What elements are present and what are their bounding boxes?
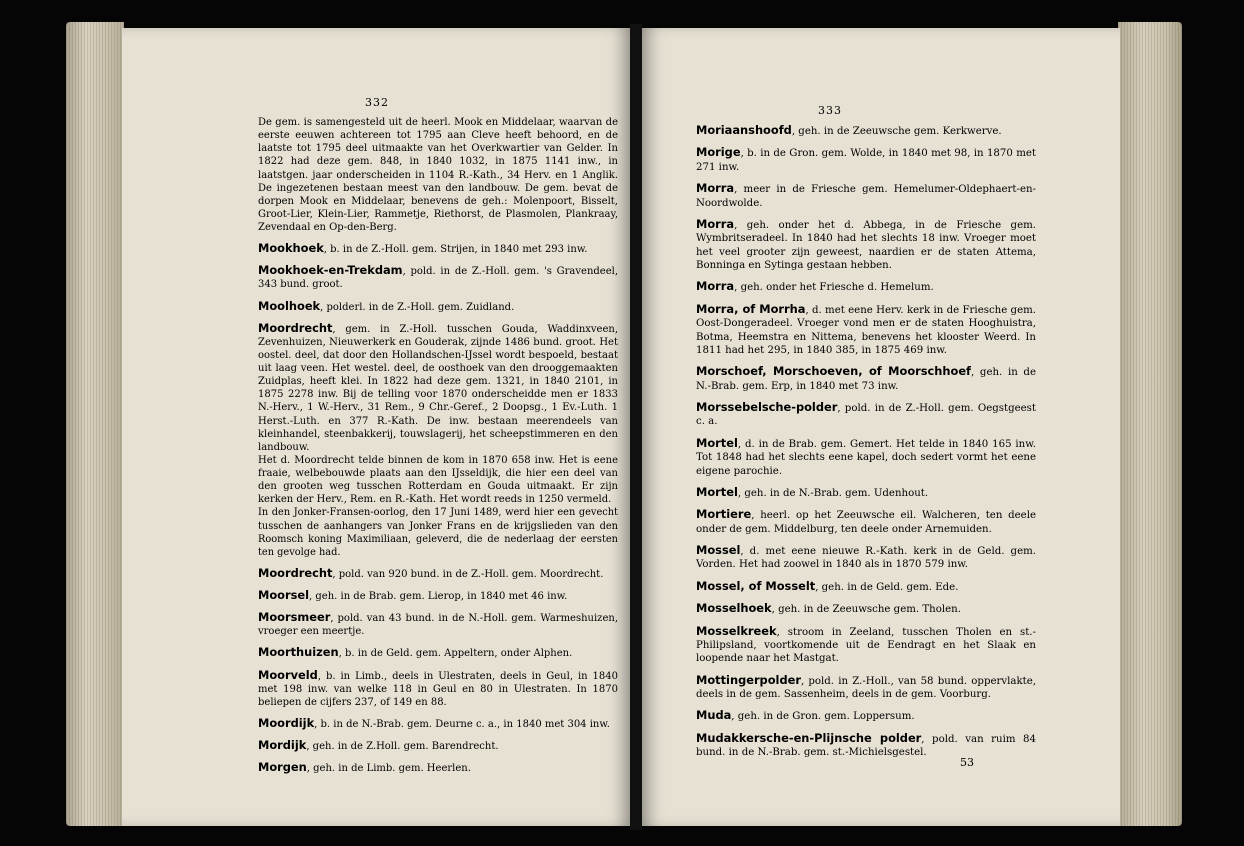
headword: Muda: [696, 708, 732, 723]
entry: [696, 182, 1036, 210]
entry-text: , geh. in de Limb. gem. Heerlen.: [306, 763, 471, 775]
headword: Moordijk: [258, 715, 315, 730]
headword: Mosselkreek: [696, 623, 777, 638]
headword: Morra: [696, 279, 735, 294]
entry: [258, 567, 618, 581]
entry-text: , geh. in de N.-Brab. gem. Udenhout.: [737, 487, 929, 499]
entry: [696, 365, 1036, 393]
entry: [258, 264, 618, 291]
left-page-number: 332: [365, 96, 389, 109]
headword: Mookhoek-en-Trekdam: [258, 263, 403, 278]
entry: [696, 146, 1036, 174]
entry-text: , b. in de N.-Brab. gem. Deurne c. a., in 1840 met 304 inw.: [314, 718, 610, 730]
headword: Mookhoek: [258, 241, 324, 256]
entry-text: , b. in de Z.-Holl. gem. Strijen, in 1840 met 293 inw.: [323, 244, 588, 256]
headword: Moorsel: [258, 588, 310, 602]
entry-text: , geh. onder het d. Abbega, in de Friesche gem. Wymbritseradeel. In 1840 had het slechts 18 inw. Vroeger moet het veel grooter zijn geweest, naardien er de staten Attema, Bonninga en Sytinga gestaan hebben.: [696, 219, 1036, 271]
headword: Mosselhoek: [696, 601, 772, 616]
entry-text: , d. met eene nieuwe R.-Kath. kerk in de Geld. gem. Vorden. Het had zoowel in 1840 als in 1870 579 inw.: [696, 546, 1036, 571]
entry: [258, 717, 618, 731]
entry-text: , geh. in de Zeeuwsche gem. Tholen.: [771, 604, 961, 616]
entry: [258, 739, 618, 753]
entry: [696, 544, 1036, 572]
entry-text: , b. in de Gron. gem. Wolde, in 1840 met 98, in 1870 met 271 inw.: [696, 148, 1036, 173]
entry: [258, 646, 618, 660]
headword: Morra: [696, 216, 735, 231]
headword: Mottingerpolder: [696, 672, 801, 687]
entry: [696, 625, 1036, 666]
entry: [696, 280, 1036, 294]
entry-text: De gem. is samengesteld uit de heerl. Mook en Middelaar, waarvan de eerste eeuwen achtereen tot 1795 aan Cleve heeft behoord, en de laatste tot 1795 deel uitmaakte van het Overkwartier van Gelder. In 1822 had deze gem. 848, in 1840 1032, in 1875 1141 inw., in laatstgen. jaar onderscheiden in 1104 R.-Kath., 34 Herv. en 1 Anglik. De ingezetenen bestaan meest van den landbouw. De gem. bevat de dorpen Mook en Middelaar, benevens de geh.: Molenpoort, Bisselt, Groot-Lier, Klein-Lier, Rammetje, Riethorst, de Plasmolen, Plankraay, Zevendaal en Op-den-Berg.: [258, 117, 618, 233]
headword: Mossel, of Mosselt: [696, 578, 816, 593]
entry-text: , stroom in Zeeland, tusschen Tholen en st.-Philipsland, voortkomende uit de Eendragt en het Slaak en loopende naar het Mastgat.: [696, 626, 1036, 665]
entry-text: , geh. in de Gron. gem. Loppersum.: [731, 711, 915, 723]
entry: [258, 589, 618, 603]
headword: Mortel: [696, 484, 738, 499]
entry: [696, 124, 1036, 138]
entry: [696, 674, 1036, 702]
entry-text: , pold. in de Z.-Holl. gem. 's Gravendeel, 343 bund. groot.: [258, 266, 618, 291]
entry: [258, 242, 618, 256]
entry-text: , geh. onder het Friesche d. Hemelum.: [734, 282, 934, 294]
headword: Moriaanshoofd: [696, 123, 792, 137]
headword: Moorthuizen: [258, 645, 339, 660]
entry-text: , heerl. op het Zeeuwsche eil. Walcheren, ten deele onder de gem. Middelburg, ten deele onder Arnemuiden.: [696, 510, 1036, 535]
headword: Moolhoek: [258, 298, 321, 313]
entry: [258, 300, 618, 314]
entry: [696, 580, 1036, 594]
entry-text: , geh. in de Geld. gem. Ede.: [815, 581, 959, 593]
signature-mark: 53: [960, 756, 974, 769]
right-page-text: [696, 124, 1036, 768]
entry: [258, 761, 618, 775]
left-page-text: [258, 116, 618, 783]
headword: Mordijk: [258, 738, 307, 752]
right-page-edges: [1118, 22, 1182, 826]
entry: [696, 303, 1036, 358]
headword: Moorsmeer: [258, 610, 331, 625]
entry-text: , d. met eene Herv. kerk in de Friesche gem. Oost-Dongeradeel. Vroeger vond men er de staten Hooghuistra, Botma, Heemstra en Nittema, benevens het klooster Weerd. In 1811 had het 295, in 1840 385, in 1875 469 inw.: [696, 304, 1036, 356]
entry-text: , pold. in de Z.-Holl. gem. Oegstgeest c. a.: [696, 403, 1036, 428]
entry-text: , geh. in de Zeeuwsche gem. Kerkwerve.: [791, 126, 1002, 137]
entry-paragraph: Het d. Moordrecht telde binnen de kom in 1870 658 inw. Het is eene fraaie, welbebouwde plaats aan den IJsseldijk, die hier een deel van den grooten weg tusschen Rotterdam en Gouda uitmaakt. Er zijn kerken der Herv., Rem. en R.-Kath. Het wordt reeds in 1250 vermeld.: [258, 454, 618, 506]
entry: [696, 709, 1036, 723]
entry-text: , b. in Limb., deels in Ulestraten, deels in Geul, in 1840 met 198 inw. van welke 118 in Geul en 80 in Ulestraten. In 1870 beliepen de cijfers 237, of 149 en 88.: [258, 670, 618, 708]
entry-text: , d. in de Brab. gem. Gemert. Het telde in 1840 165 inw. Tot 1848 had het slechts eene kapel, doch sedert vormt het eene eigene parochie.: [696, 438, 1036, 477]
entry: [696, 401, 1036, 429]
headword: Morra: [696, 181, 735, 196]
entry-text: , gem. in Z.-Holl. tusschen Gouda, Waddinxveen, Zevenhuizen, Nieuwerkerk en Gouderak, zijnde 1486 bund. groot. Het oostel. deel, dat door den Hollandschen-IJssel wordt bespoeld, bestaat uit laag veen. Het westel. deel, de oosthoek van den drooggemaakten Zuidplas, heeft klei. In 1822 had deze gem. 1321, in 1840 2101, in 1875 2278 inw. Bij de telling voor 1870 onderscheidde men er 1833 N.-Herv., 1 W.-Herv., 31 Rem., 9 Chr.-Geref., 2 Doopsg., 1 Ev.-Luth. 1 Herst.-Luth. en 377 R.-Kath. De inw. bestaan meerendeels van kleinhandel, steenbakkerij, touwslagerij, het scheepstimmeren en den landbouw.: [258, 323, 618, 453]
headword: Morschoef, Morschoeven, of Moorschhoef: [696, 364, 972, 379]
headword: Moordrecht: [258, 565, 333, 580]
entry: [696, 218, 1036, 273]
headword: Mortel: [696, 435, 738, 450]
headword: Morgen: [258, 760, 307, 775]
entry-text: , pold. van 920 bund. in de Z.-Holl. gem. Moordrecht.: [332, 568, 604, 580]
headword: Moorveld: [258, 667, 318, 682]
entry-note: In den Jonker-Fransen-oorlog, den 17 Juni 1489, werd hier een gevecht tusschen de aanhangers van Jonker Frans en de krijgslieden van den Roomsch koning Maximiliaan, geleverd, die de nederlaag der eersten ten gevolge had.: [258, 507, 618, 558]
entry-text: , polderl. in de Z.-Holl. gem. Zuidland.: [320, 301, 515, 313]
entry: [696, 486, 1036, 500]
entry: [258, 611, 618, 638]
entry-text: , pold. in Z.-Holl., van 58 bund. oppervlakte, deels in de gem. Sassenheim, deels in de gem. Voorburg.: [696, 675, 1036, 700]
headword: Morra, of Morrha: [696, 301, 806, 316]
entry-text: , meer in de Friesche gem. Hemelumer-Oldephaert-en-Noordwolde.: [696, 184, 1036, 209]
headword: Mudakkersche-en-Plijnsche polder: [696, 730, 922, 745]
headword: Moordrecht: [258, 320, 333, 335]
headword: Morige: [696, 145, 741, 160]
entry-text: , b. in de Geld. gem. Appeltern, onder Alphen.: [338, 648, 573, 660]
right-page-number: 333: [818, 104, 842, 117]
entry: [258, 322, 618, 559]
entry-text: , geh. in de Brab. gem. Lierop, in 1840 met 46 inw.: [309, 591, 568, 602]
left-page-edges: [66, 22, 124, 826]
headword: Mossel: [696, 543, 741, 557]
entry: [696, 508, 1036, 536]
entry-text: , geh. in de N.-Brab. gem. Erp, in 1840 met 73 inw.: [696, 367, 1036, 392]
entry: [696, 732, 1036, 760]
headword: Morssebelsche-polder: [696, 400, 838, 414]
entry: [696, 602, 1036, 616]
book-gutter: [630, 24, 642, 830]
entry: [258, 116, 618, 234]
entry: [696, 437, 1036, 478]
entry-text: , geh. in de Z.Holl. gem. Barendrecht.: [306, 741, 499, 752]
entry-text: , pold. van 43 bund. in de N.-Holl. gem. Warmeshuizen, vroeger een meertje.: [258, 613, 618, 638]
entry-text: , pold. van ruim 84 bund. in de N.-Brab. gem. st.-Michielsgestel.: [696, 733, 1036, 759]
headword: Mortiere: [696, 507, 752, 522]
entry: [258, 669, 618, 709]
